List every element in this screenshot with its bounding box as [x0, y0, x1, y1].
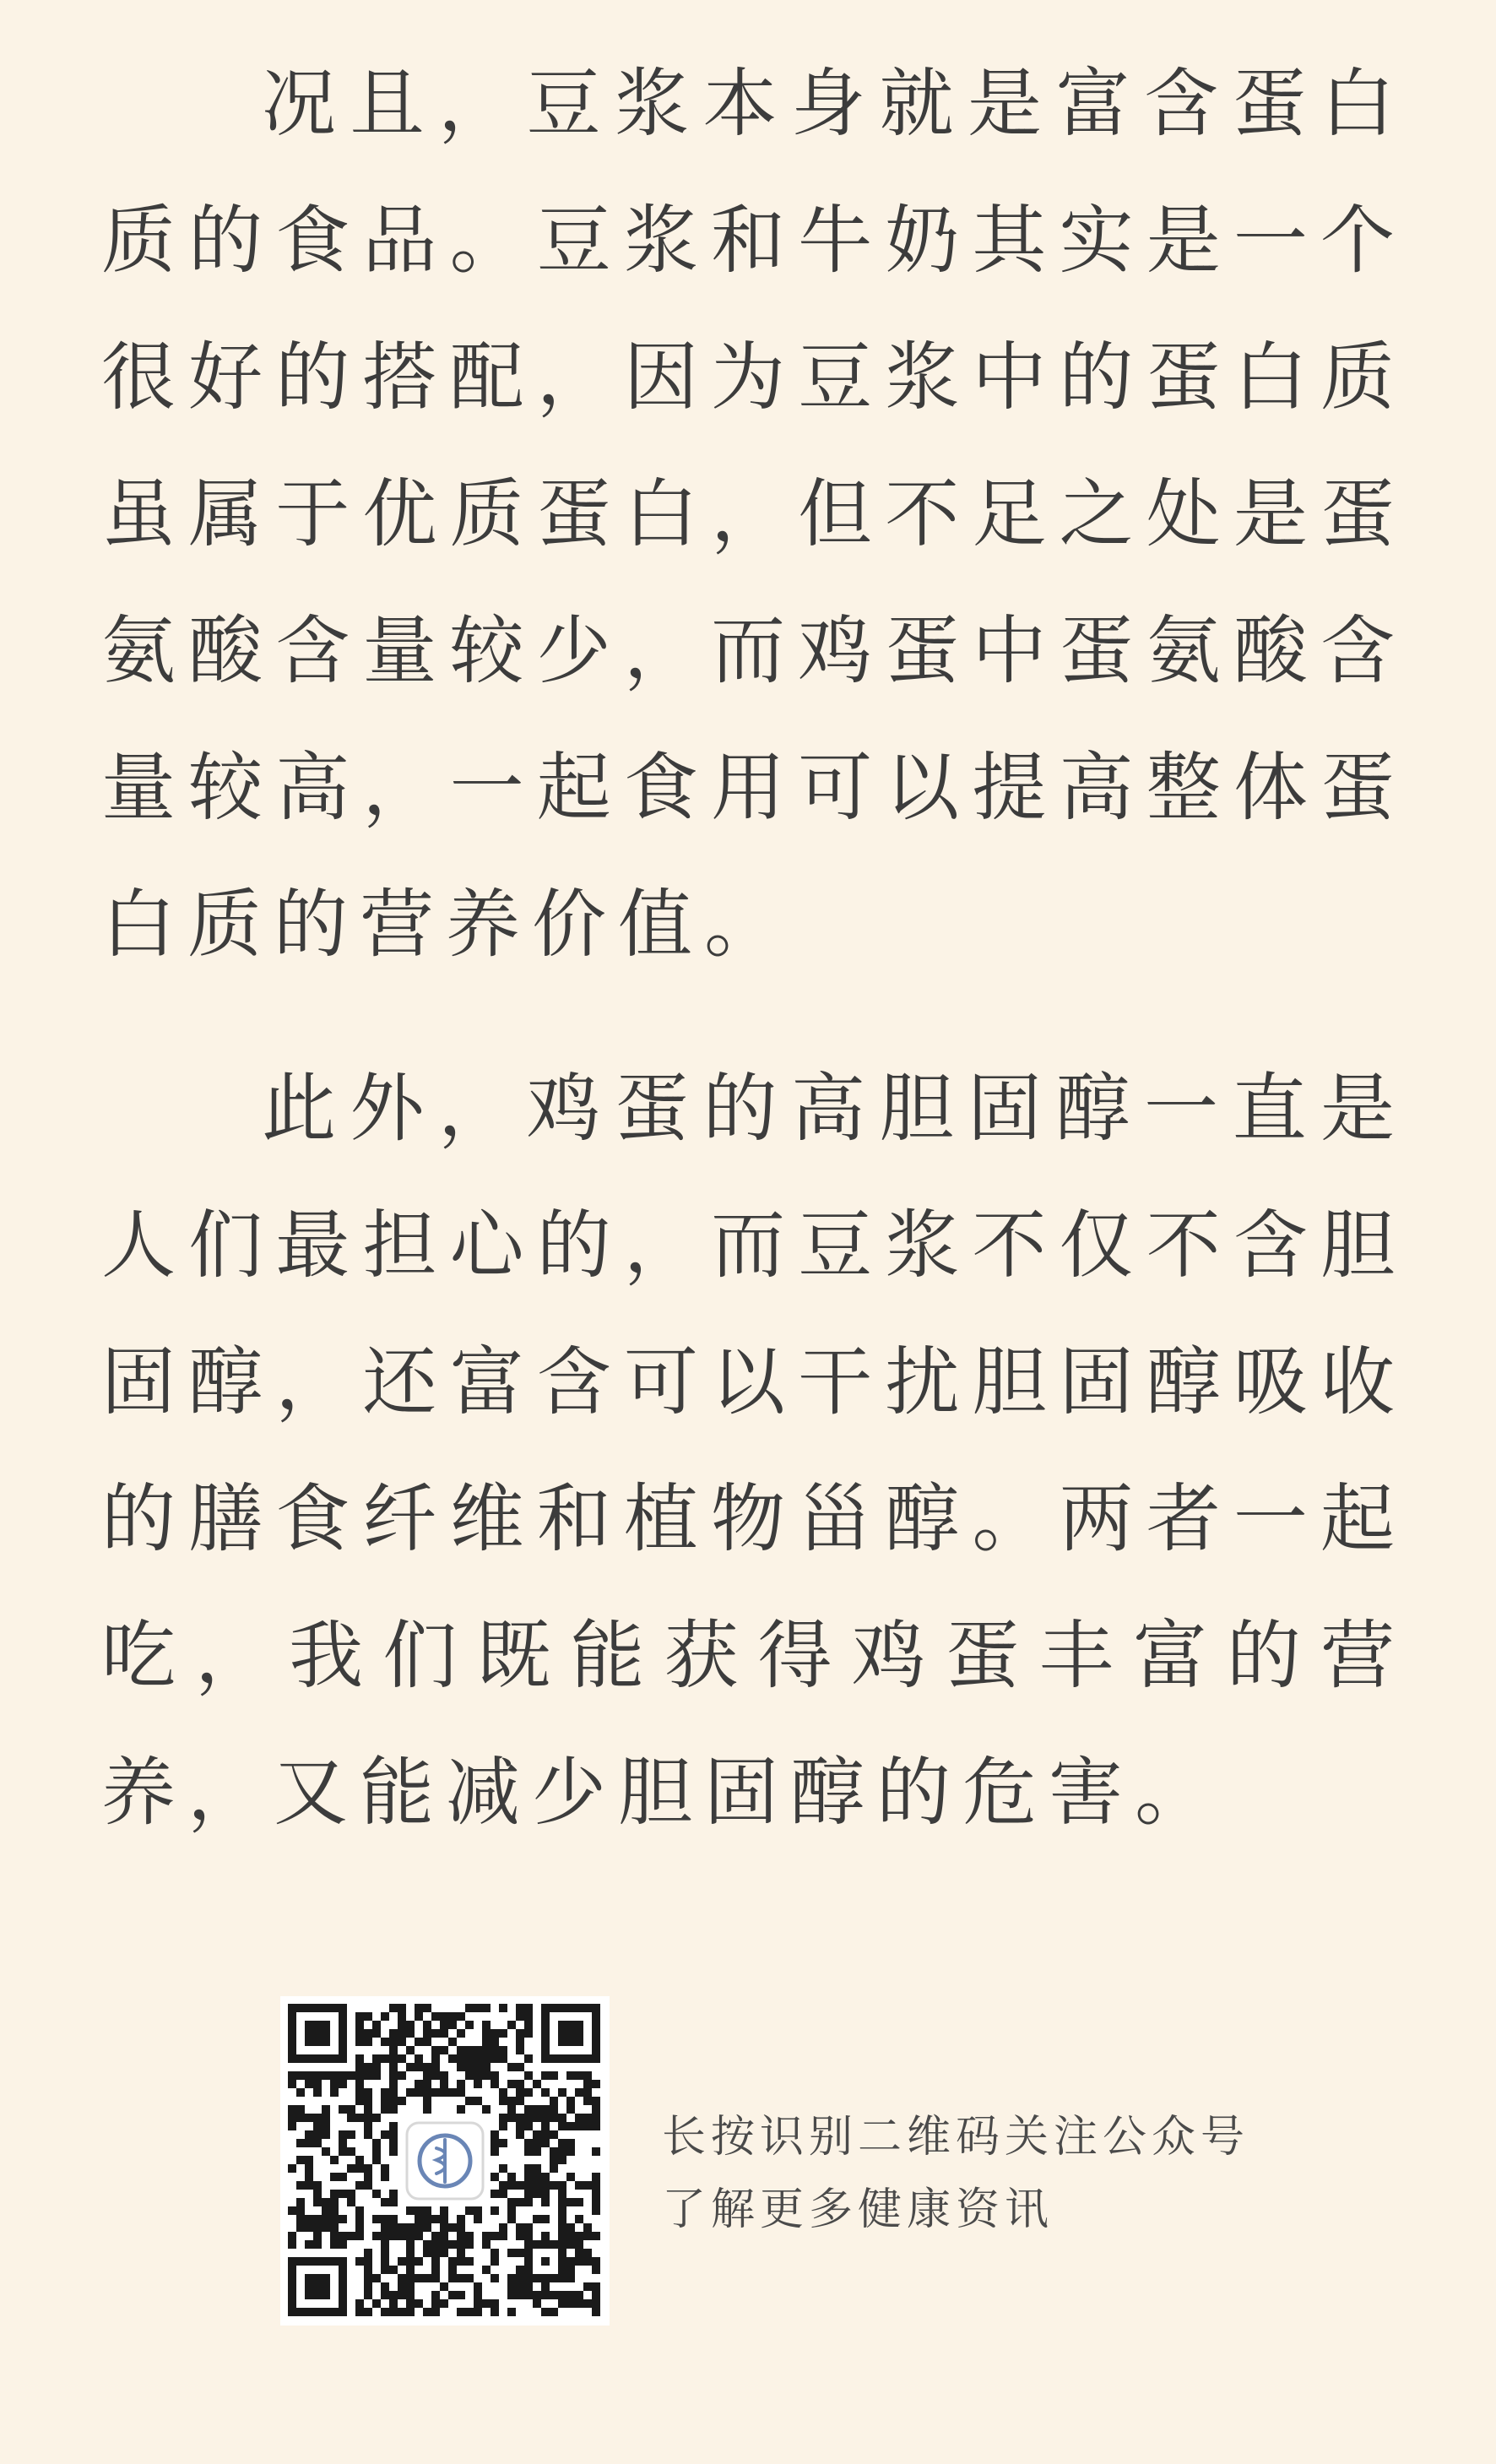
qr-code-icon[interactable] — [280, 1996, 610, 2326]
qr-code-graphic — [280, 1996, 610, 2326]
qr-footer — [280, 1996, 1293, 2326]
paragraph-2: 此外，鸡蛋的高胆固醇一直是人们最担心的，而豆浆不仅不含胆固醇，还富含可以干扰胆固醇吸收的膳食纤维和植物甾醇。两者一起吃，我们既能获得鸡蛋丰富的营养，又能减少胆固醇的危害。 — [101, 1065, 1407, 1836]
article-body — [101, 35, 1407, 1861]
qr-caption-line-2: 了解更多健康资讯 — [662, 2184, 1054, 2235]
paragraph-1: 况且，豆浆本身就是富含蛋白质的食品。豆浆和牛奶其实是一个很好的搭配，因为豆浆中的蛋白质虽属于优质蛋白，但不足之处是蛋氨酸含量较少，而鸡蛋中蛋氨酸含量较高，一起食用可以提高整体蛋白质的营养价值。 — [101, 60, 1407, 968]
qr-caption — [662, 2101, 1249, 2246]
qr-caption-line-1: 长按识别二维码关注公众号 — [662, 2112, 1250, 2163]
